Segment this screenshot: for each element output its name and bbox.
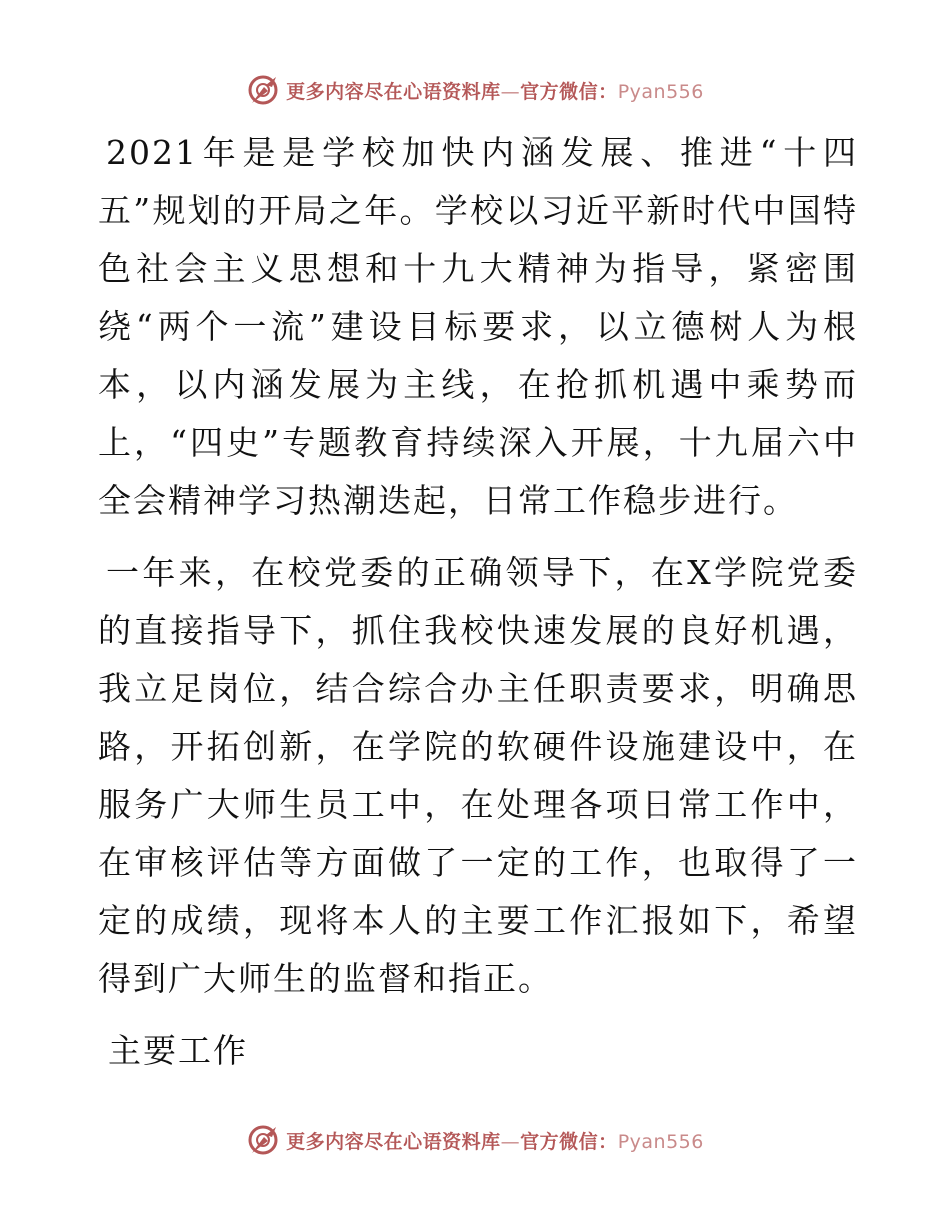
quill-circle-logo-icon xyxy=(246,1123,280,1157)
header-watermark-banner xyxy=(0,70,950,110)
footer-banner-separator: — xyxy=(500,1130,521,1153)
footer-watermark-banner xyxy=(0,1120,950,1160)
footer-banner-text xyxy=(286,1127,704,1154)
paragraph-summary: 一年来，在校党委的正确领导下，在X学院党委的直接指导下，抓住我校快速发展的良好机遇，我立足岗位，结合综合办主任职责要求，明确思路，开拓创新，在学院的软硬件设施建设中，在服务广大师生员工中，在处理各项日常工作中，在审核评估等方面做了一定的工作，也取得了一定的成绩，现将本人的主要工作汇报如下，希望得到广大师生的监督和指正。 xyxy=(98,553,858,998)
header-banner-text xyxy=(286,77,704,104)
quill-circle-logo-icon xyxy=(246,73,280,107)
paragraph-intro: 2021年是是学校加快内涵发展、推进“十四五”规划的开局之年。学校以习近平新时代中国特色社会主义思想和十九大精神为指导，紧密围绕“两个一流”建设目标要求，以立德树人为根本，以内涵发展为主线，在抢抓机遇中乘势而上，“四史”专题教育持续深入开展，十九届六中全会精神学习热潮迭起，日常工作稳步进行。 xyxy=(98,133,858,520)
footer-banner-official: 官方微信： xyxy=(520,1130,618,1153)
document-body xyxy=(98,124,858,1080)
header-banner-official: 官方微信： xyxy=(520,80,618,103)
footer-banner-id: Pyan556 xyxy=(617,1130,704,1153)
footer-banner-main: 更多内容尽在心语资料库 xyxy=(286,1130,501,1153)
header-banner-separator: — xyxy=(500,80,521,103)
section-heading: 主要工作 xyxy=(108,1031,248,1070)
header-banner-id: Pyan556 xyxy=(617,80,704,103)
header-banner-main: 更多内容尽在心语资料库 xyxy=(286,80,501,103)
